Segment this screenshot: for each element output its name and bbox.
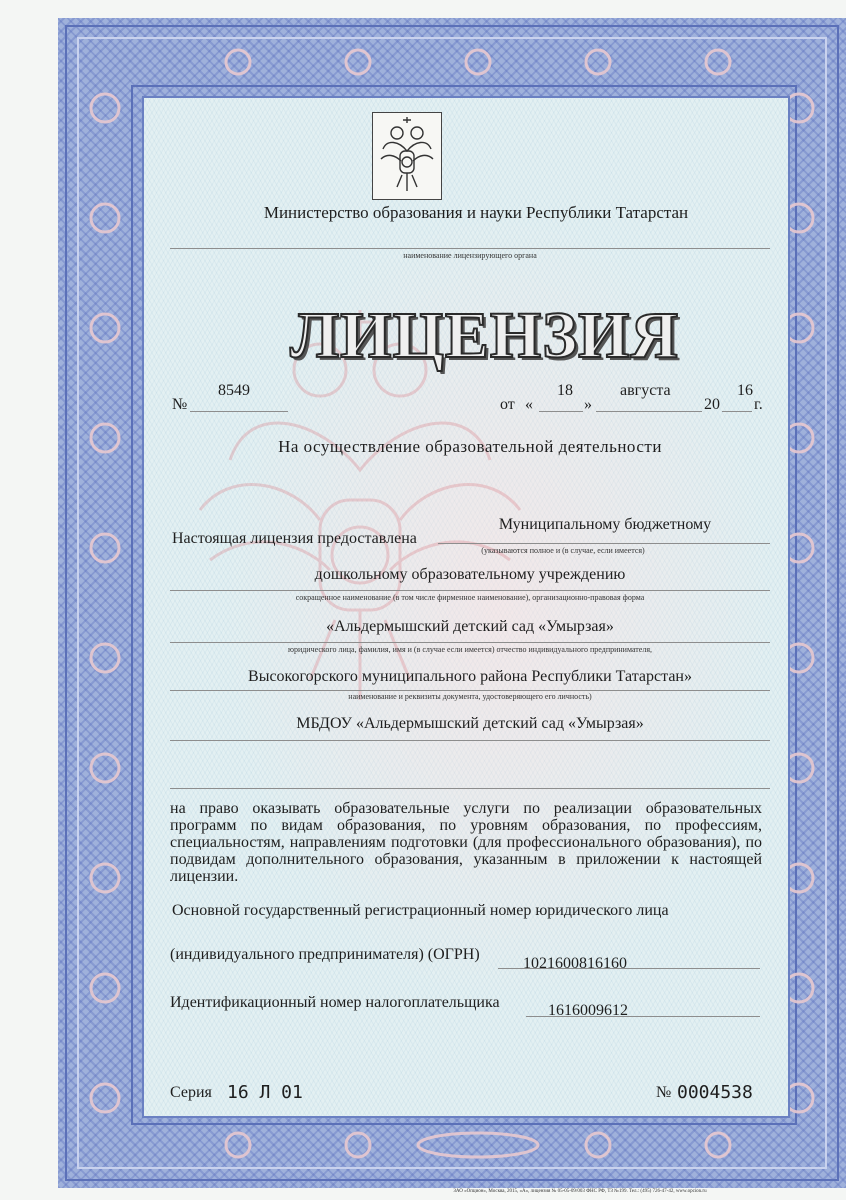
grantee-line-2-underline bbox=[170, 590, 770, 591]
date-month: августа bbox=[620, 382, 671, 399]
date-year-underline bbox=[722, 411, 752, 412]
grantee-caption-2: сокращенное наименование (в том числе фирменное наименование), организационно-правовая форма bbox=[295, 593, 645, 602]
grantee-line-3: «Альдермышский детский сад «Умырзая» bbox=[326, 618, 614, 635]
authority-underline bbox=[170, 248, 770, 249]
double-headed-eagle-icon bbox=[373, 113, 441, 199]
coat-of-arms-emblem bbox=[372, 112, 442, 200]
grantee-line-1-underline bbox=[438, 543, 770, 544]
grantee-line-5: МБДОУ «Альдермышский детский сад «Умырзая» bbox=[296, 715, 644, 732]
blank-underline bbox=[170, 788, 770, 789]
grantee-line-4-underline bbox=[170, 690, 770, 691]
blank-number-value: 0004538 bbox=[677, 1082, 753, 1103]
date-suffix: г. bbox=[754, 396, 763, 413]
ogrn-label-line-2: (индивидуального предпринимателя) (ОГРН) bbox=[170, 946, 480, 963]
rights-text: на право оказывать образовательные услуги по реализации образовательных программ по видам образования, по уровням образования, по профессиям, специальностям, направлениям подготовки (для профессионального образования), по подвидам дополнительного образования, указанным в приложении к настоящей лицензии. bbox=[170, 800, 762, 885]
grantee-caption-1: (указываются полное и (в случае, если имеется) bbox=[481, 546, 645, 555]
date-prefix: от bbox=[500, 396, 515, 413]
license-number-value: 8549 bbox=[218, 382, 250, 399]
grantee-line-4: Высокогорского муниципального района Республики Татарстан» bbox=[248, 668, 692, 685]
date-open-quote: « bbox=[525, 396, 533, 413]
grantee-intro: Настоящая лицензия предоставлена bbox=[172, 530, 417, 547]
grantee-caption-3: юридического лица, фамилия, имя и (в случае если имеется) отчество индивидуального предпринимателя, bbox=[287, 645, 653, 654]
grantee-line-2: дошкольному образовательному учреждению bbox=[314, 566, 626, 583]
grantee-caption-4: наименование и реквизиты документа, удостоверяющего его личность) bbox=[348, 692, 592, 701]
date-day-underline bbox=[539, 411, 583, 412]
inn-label: Идентификационный номер налогоплательщика bbox=[170, 994, 500, 1011]
grantee-line-3-underline bbox=[170, 642, 770, 643]
date-century: 20 bbox=[704, 396, 720, 413]
licensing-authority: Министерство образования и науки Республики Татарстан bbox=[263, 203, 689, 222]
inn-underline bbox=[526, 1016, 760, 1017]
license-number-underline bbox=[190, 411, 288, 412]
license-number-label: № bbox=[172, 396, 188, 413]
document-title: ЛИЦЕНЗИЯ bbox=[290, 299, 680, 372]
printer-imprint: ЗАО «Опцион», Москва, 2015, «А», лицензия № 05-05-09/003 ФНС РФ, ТЗ №199. Тел.: (495) 726-47-42, www.opcion.ru bbox=[453, 1189, 707, 1194]
activity-type: На осуществление образовательной деятельности bbox=[278, 437, 662, 456]
series-label: Серия bbox=[170, 1084, 212, 1101]
inn-value: 1616009612 bbox=[548, 1002, 628, 1019]
date-day: 18 bbox=[557, 382, 573, 399]
blank-number-label: № bbox=[656, 1084, 672, 1101]
ogrn-underline bbox=[498, 968, 760, 969]
date-year: 16 bbox=[737, 382, 753, 399]
series-value: 16 Л 01 bbox=[227, 1082, 303, 1103]
ogrn-label-line-1: Основной государственный регистрационный номер юридического лица bbox=[172, 902, 669, 919]
grantee-line-5-underline bbox=[170, 740, 770, 741]
ogrn-value: 1021600816160 bbox=[523, 955, 627, 972]
authority-caption: наименование лицензирующего органа bbox=[403, 251, 537, 260]
grantee-line-1: Муниципальному бюджетному bbox=[498, 516, 712, 533]
date-month-underline bbox=[596, 411, 702, 412]
date-close-quote: » bbox=[584, 396, 592, 413]
